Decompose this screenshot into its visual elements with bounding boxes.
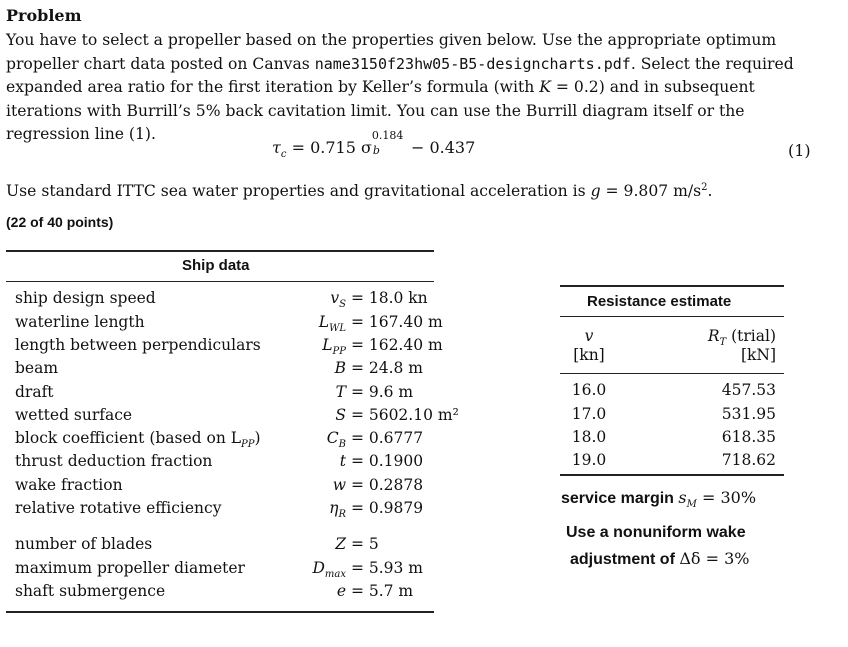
resistance-speed-cell: 17.0 [571, 405, 607, 423]
ship-row-value: $L_{WL} = 167.40$ m [318, 313, 443, 335]
ship-row-label: waterline length [15, 313, 145, 331]
ship-row-value: $L_{PP} = 162.40$ m [322, 336, 443, 358]
resistance-value-cell: 618.35 [721, 428, 776, 446]
ship-table-header-rule [6, 281, 434, 282]
ship-row-label: number of blades [15, 535, 153, 553]
ship-row-label: maximum propeller diameter [15, 559, 245, 577]
ship-row-label: length between perpendiculars [15, 336, 261, 354]
ship-row-value: w = 0.2878 [332, 476, 424, 494]
chart-filename: name3150f23hw05-B5-designcharts.pdf [314, 54, 631, 73]
ship-row-label-composite: block coefficient (based on $L_{PP}$) [15, 429, 261, 451]
problem-text-part-2: . Select the required expanded area ratio for the first iteration by Keller’s formula (with [6, 54, 794, 96]
resistance-table-top-rule [560, 285, 784, 287]
ship-row-value: $C_B = 0.6777$ [326, 429, 424, 451]
ship-row-label: ship design speed [15, 289, 156, 307]
wake-adjustment-line-1: Use a nonuniform wake [566, 524, 746, 541]
resistance-title-rule [560, 316, 784, 317]
eq-subscript: b [372, 144, 380, 157]
problem-statement [6, 29, 814, 147]
eq-lhs-sub: c [280, 149, 287, 161]
resistance-speed-cell: 19.0 [571, 451, 607, 469]
burrill-regression-equation [272, 129, 476, 161]
ship-row-value: $v_S = 18.0$ kn [330, 289, 428, 311]
ship-row-label: thrust deduction fraction [15, 452, 213, 470]
keller-symbol: K [539, 78, 551, 96]
ship-row-value: S = 5602.10 m² [335, 406, 459, 424]
ship-row-label: beam [15, 359, 59, 377]
ship-row-label: relative rotative efficiency [15, 499, 222, 517]
problem-text-part-3: = 0.2) and in subsequent iterations with Burrill’s 5% back cavitation limit. You can use the Burrill diagram itself or the regression line (1). [6, 78, 755, 143]
ship-row-value: $\eta_R = 0.9879$ [329, 499, 424, 521]
problem-title: Problem [6, 6, 82, 25]
ship-row-label: wake fraction [15, 476, 123, 494]
eq-exponent: 0.184 [371, 129, 404, 142]
resistance-title: Resistance estimate [587, 293, 732, 310]
equation-number: (1) [788, 141, 811, 160]
constants-line [6, 182, 713, 200]
col-speed-unit: [kn] [573, 346, 605, 364]
eq-equals: = [291, 138, 311, 157]
problem-text-part-1: You have to select a propeller based on the properties given below. Use the appropriate optimum propeller chart data posted on Canvas [6, 31, 777, 73]
gravity-symbol: g [590, 182, 601, 200]
ship-table-bottom-rule [6, 611, 434, 613]
ship-table-top-rule [6, 250, 434, 252]
resistance-table-bottom-rule [560, 474, 784, 476]
constants-text: Use standard ITTC sea water properties and gravitational acceleration is [6, 182, 591, 200]
resistance-header-rule [560, 373, 784, 374]
ship-row-label: wetted surface [15, 406, 133, 424]
ship-row-label: shaft submergence [15, 582, 166, 600]
ship-row-label-sub: PP [241, 439, 255, 451]
resistance-speed-cell: 16.0 [571, 381, 607, 399]
ship-row-value: Z = 5 [335, 535, 379, 553]
ship-data-title: Ship data [182, 257, 250, 274]
col-resistance-unit: [kN] [740, 346, 776, 364]
ship-row-value: B = 24.8 m [334, 359, 423, 377]
points-label: (22 of 40 points) [6, 214, 114, 230]
wake-adjustment-line-2: adjustment of Δδ = 3% [570, 549, 750, 568]
ship-row-value: t = 0.1900 [339, 452, 424, 470]
resistance-value-cell: 531.95 [721, 405, 776, 423]
resistance-speed-cell: 18.0 [571, 428, 607, 446]
col-speed-header: v [584, 327, 594, 345]
ship-row-value: $D_{max} = 5.93$ m [312, 559, 423, 581]
gravity-exponent: 2 [701, 181, 708, 193]
eq-tail: − 0.437 [410, 138, 476, 157]
gravity-value: = 9.807 m/s [600, 182, 702, 200]
constants-end: . [707, 182, 713, 200]
ship-row-value: T = 9.6 m [335, 383, 414, 401]
eq-lhs: τ [272, 138, 281, 157]
col-resistance-header: $R_T$ (trial) [707, 327, 776, 349]
eq-coef: 0.715 σ [310, 138, 372, 157]
ship-row-value: e = 5.7 m [336, 582, 414, 600]
resistance-value-cell: 718.62 [721, 451, 776, 469]
resistance-value-cell: 457.53 [721, 381, 776, 399]
service-margin: service margin $s_M = 30\%$ [561, 488, 757, 511]
ship-row-label: draft [15, 383, 54, 401]
